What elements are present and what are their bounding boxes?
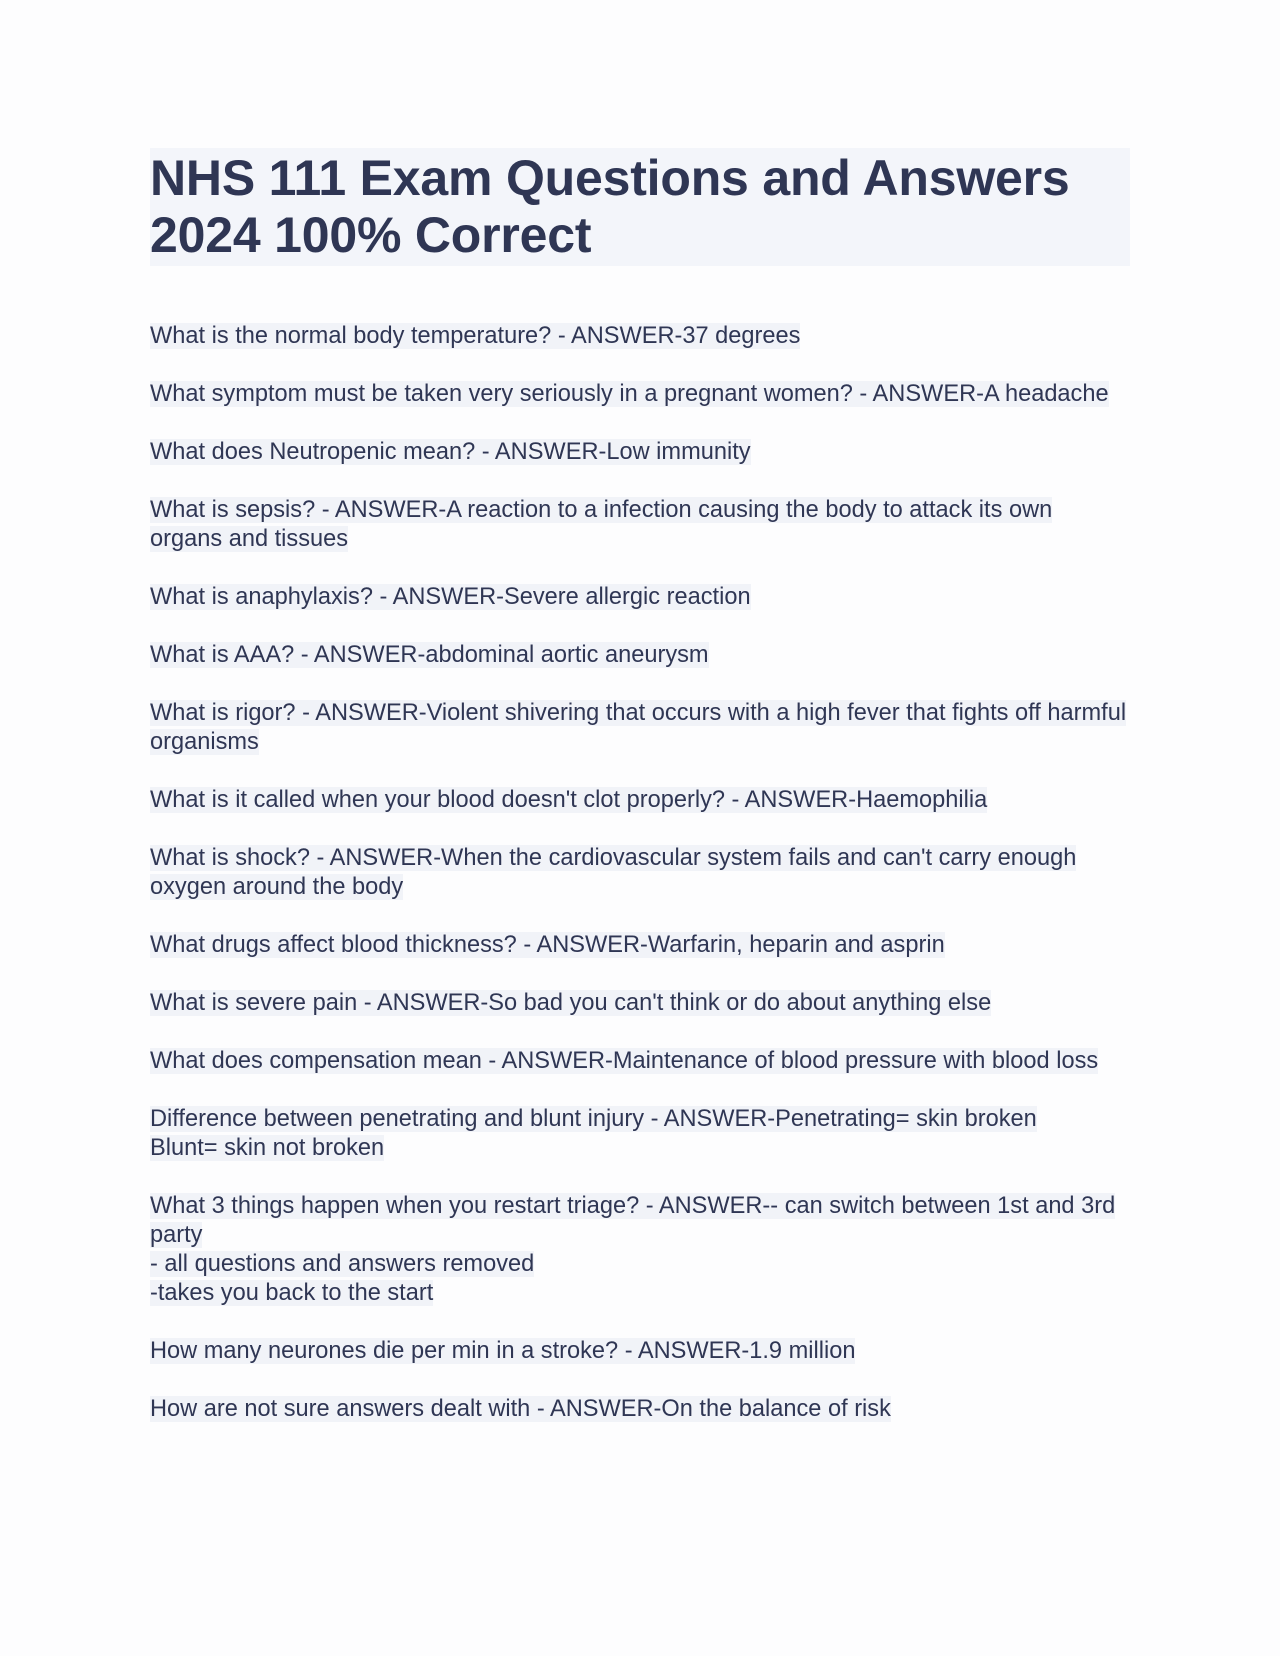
qa-text: What is the normal body temperature? - ANSWER-37 degrees (150, 323, 801, 349)
qa-item (150, 786, 1130, 815)
qa-list (150, 322, 1130, 1424)
title-block (150, 148, 1130, 266)
qa-subline-text: - all questions and answers removed (150, 1251, 535, 1277)
qa-subline (150, 1279, 1130, 1308)
qa-item (150, 931, 1130, 960)
qa-subline-text: Blunt= skin not broken (150, 1135, 385, 1161)
qa-item (150, 641, 1130, 670)
qa-item (150, 1105, 1130, 1163)
qa-item (150, 1047, 1130, 1076)
qa-text: What is it called when your blood doesn't clot properly? - ANSWER-Haemophilia (150, 787, 988, 813)
qa-item (150, 1337, 1130, 1366)
qa-item (150, 989, 1130, 1018)
qa-text: What symptom must be taken very seriously in a pregnant women? - ANSWER-A headache (150, 381, 1109, 407)
qa-text: What drugs affect blood thickness? - ANSWER-Warfarin, heparin and asprin (150, 932, 945, 958)
qa-item (150, 380, 1130, 409)
qa-text: What is AAA? - ANSWER-abdominal aortic aneurysm (150, 642, 709, 668)
qa-item (150, 1395, 1130, 1424)
qa-item (150, 844, 1130, 902)
document-page (150, 148, 1130, 1453)
qa-text: What is anaphylaxis? - ANSWER-Severe allergic reaction (150, 584, 751, 610)
qa-text: What 3 things happen when you restart triage? - ANSWER-- can switch between 1st and 3rd party (150, 1193, 1116, 1248)
qa-subline (150, 1134, 1130, 1163)
qa-item (150, 438, 1130, 467)
qa-item (150, 322, 1130, 351)
qa-text: How many neurones die per min in a stroke? - ANSWER-1.9 million (150, 1338, 856, 1364)
qa-subline (150, 1250, 1130, 1279)
document-title: NHS 111 Exam Questions and Answers 2024 100% Correct (150, 150, 1070, 263)
qa-text: How are not sure answers dealt with - ANSWER-On the balance of risk (150, 1396, 891, 1422)
qa-text: What is shock? - ANSWER-When the cardiovascular system fails and can't carry enough oxygen around the body (150, 845, 1077, 900)
qa-item (150, 699, 1130, 757)
qa-text: What is severe pain - ANSWER-So bad you can't think or do about anything else (150, 990, 992, 1016)
qa-text: What is rigor? - ANSWER-Violent shivering that occurs with a high fever that fights off harmful organisms (150, 700, 1127, 755)
qa-item (150, 496, 1130, 554)
qa-text: What does Neutropenic mean? - ANSWER-Low immunity (150, 439, 751, 465)
qa-text: Difference between penetrating and blunt injury - ANSWER-Penetrating= skin broken (150, 1106, 1037, 1132)
qa-text: What is sepsis? - ANSWER-A reaction to a infection causing the body to attack its own organs and tissues (150, 497, 1053, 552)
qa-item (150, 1192, 1130, 1308)
qa-subline-text: -takes you back to the start (150, 1280, 434, 1306)
qa-text: What does compensation mean - ANSWER-Maintenance of blood pressure with blood loss (150, 1048, 1099, 1074)
qa-item (150, 583, 1130, 612)
